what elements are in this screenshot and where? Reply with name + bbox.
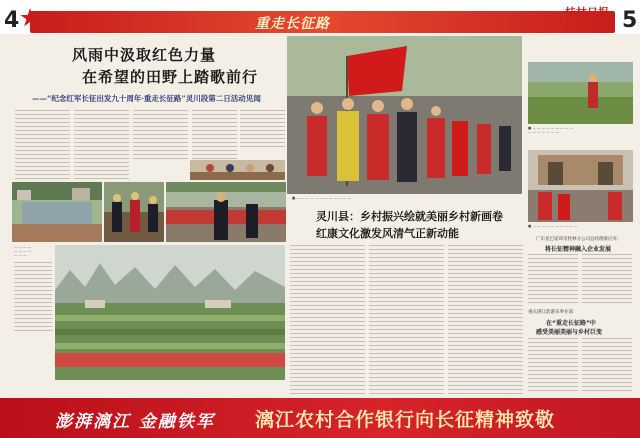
left-headline-line1: 风雨中汲取红色力量 — [72, 46, 217, 64]
side-article-2-headline-line2: 感受美丽美丽与乡村巨变 — [536, 329, 603, 336]
gate-photo-caption: ■ — — — — — — — — — — — [528, 224, 578, 228]
photo-karst-landscape — [55, 245, 285, 380]
left-subheadline: ——“纪念红军长征出发九十周年·重走长征路”灵川段第二日活动见闻 — [32, 94, 261, 103]
banner-title: 重走长征路 — [255, 16, 330, 32]
march-photo-caption: ■ — — — — — — — — — — — — — [292, 196, 351, 200]
photo-farmer-field — [528, 62, 633, 124]
right-text-column-1 — [290, 245, 365, 395]
side-article-2-headline-line1: 在“重走长征路”中 — [546, 320, 596, 327]
side-article-1-text-a — [528, 254, 578, 304]
photo-meeting — [190, 160, 285, 180]
photo-gate-crowd — [528, 150, 633, 222]
right-text-column-2 — [369, 245, 444, 395]
side-article-1-text-b — [582, 254, 632, 304]
footer-slogan-left: 澎湃漓江 金融铁军 — [55, 412, 215, 432]
side-article-1-kicker: 广东星巴姿谛帝桂林分公司总经理蔡应亮： — [536, 237, 622, 242]
left-page-number: 4 — [4, 8, 20, 33]
side-article-1-headline: 将长征精神融入企业发展 — [545, 246, 612, 253]
photo-march-red-flag — [287, 36, 522, 194]
side-article-2-kicker: 重庆满江韵游乐事业部： — [528, 310, 578, 315]
left-text-column-1 — [15, 110, 70, 180]
side-article-2-text-b — [582, 338, 632, 394]
masthead-logo: 桂林日报 — [565, 6, 609, 19]
field-photo-caption: ■ — — — — — — — — — — — — — — — — — [528, 126, 573, 134]
photo-crowd-flags — [166, 182, 286, 242]
side-article-2-text-a — [528, 338, 578, 394]
left-text-column-4 — [192, 110, 237, 160]
right-page-number: 5 — [622, 8, 638, 33]
right-headline-line1: 灵川县：乡村振兴绘就美丽乡村新画卷 — [316, 210, 503, 223]
left-text-column-2 — [74, 110, 129, 180]
right-text-column-3 — [448, 245, 523, 395]
right-headline-line2: 红康文化激发风清气正新动能 — [316, 227, 459, 240]
photo-performers — [104, 182, 164, 242]
footer-slogan-right: 漓江农村合作银行向长征精神致敬 — [255, 409, 556, 431]
photo-village-pond — [12, 182, 102, 242]
left-headline-line2: 在希望的田野上踏歌前行 — [82, 68, 259, 86]
left-caption-body — [14, 262, 52, 332]
left-text-column-5 — [240, 110, 285, 150]
left-text-column-3 — [133, 110, 188, 160]
left-caption: — — — — — — — — — — — — [14, 245, 32, 257]
